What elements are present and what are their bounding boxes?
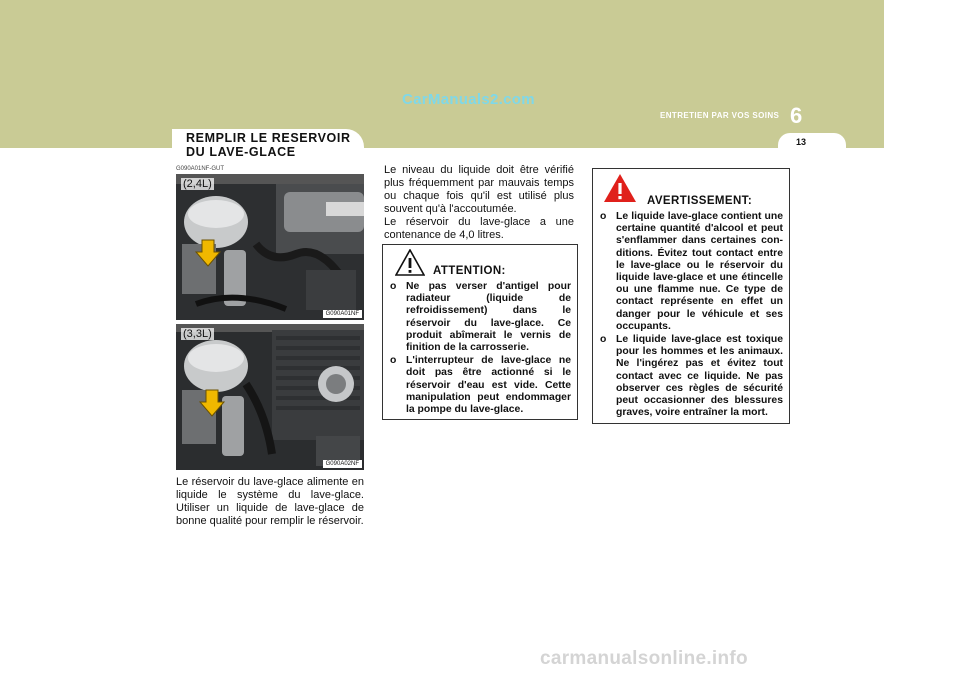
- middle-paragraph: [384, 164, 574, 242]
- attention-box: [382, 244, 578, 420]
- engine-label-33l: (3,3L): [183, 328, 212, 340]
- reservoir-description: Le réservoir du lave-glace alimente en liquide le système du lave-glace. Utiliser un liquide de lave-glace de bonne qualité pour remplir le réservoir.: [176, 476, 364, 527]
- attention-header: [389, 249, 571, 277]
- warning-title: AVERTISSEMENT:: [647, 195, 753, 207]
- warning-item: o Le liquide lave-glace est toxique pour les hommes et les animaux. Ne l'ingérez pas et évitez tout contact avec ce liquide. Ne pas observer ces règles de sécurité peut occasionner des blessures graves, voire entraîner la mort.: [599, 334, 783, 419]
- caution-triangle-icon: [395, 249, 425, 276]
- figure-code-1: G090A01NF: [323, 310, 362, 318]
- page-number-tab: [778, 133, 846, 155]
- warning-triangle-icon: [603, 173, 637, 203]
- check-level-text: Le niveau du liquide doit être vérifié plus fréquemment par mauvais temps ou chaque fois qu'il est utilisé plus souvent qu'à l'accoutumée.: [384, 164, 574, 215]
- attention-item: o Ne pas verser d'antigel pour radiateur (liquide de refroidissement) dans le réservoir du lave-glace. Ce produit abîmerait le vernis de finition de la carrosserie.: [389, 281, 571, 354]
- footer-watermark: carmanualsonline.info: [540, 648, 748, 669]
- engine-bay-illustration: [176, 324, 364, 470]
- attention-list: [389, 281, 571, 416]
- engine-bay-photo-24l: [176, 174, 364, 320]
- page-number: 13: [796, 137, 807, 147]
- chapter-number: 6: [790, 103, 803, 128]
- engine-label-24l: (2,4L): [183, 178, 212, 190]
- section-title-line2: DU LAVE-GLACE: [186, 145, 296, 159]
- figure-code-2: G090A02NF: [323, 460, 362, 468]
- attention-item: o L'interrupteur de lave-glace ne doit pas être actionné si le réservoir d'eau est vide. Cette manipulation peut endommager la pompe du lave-glace.: [389, 355, 571, 416]
- warning-header: [599, 173, 783, 207]
- chapter-name: ENTRETIEN PAR VOS SOINS: [660, 111, 780, 120]
- section-title: [186, 131, 351, 159]
- capacity-text: Le réservoir du lave-glace a une contenance de 4,0 litres.: [384, 216, 574, 241]
- warning-box: [592, 168, 790, 424]
- engine-bay-illustration: [176, 174, 364, 320]
- warning-item: o Le liquide lave-glace contient une certaine quantité d'alcool et peut s'enflammer dans certaines con-ditions. Évitez tout contact entre le lave-glace ou le réservoir du liquide lave-glace et une étincelle ou une flamme nue. Ce type de contact représente en effet un danger pour le véhicule et ses occupants.: [599, 211, 783, 333]
- attention-title: ATTENTION:: [433, 265, 506, 277]
- section-code: G090A01NF-GUT: [176, 166, 225, 172]
- site-watermark-link[interactable]: CarManuals2.com: [402, 91, 535, 108]
- engine-bay-photo-33l: [176, 324, 364, 470]
- left-paragraph: [176, 476, 364, 528]
- warning-list: [599, 211, 783, 419]
- section-title-line1: REMPLIR LE RESERVOIR: [186, 131, 351, 145]
- header-band: [0, 0, 884, 148]
